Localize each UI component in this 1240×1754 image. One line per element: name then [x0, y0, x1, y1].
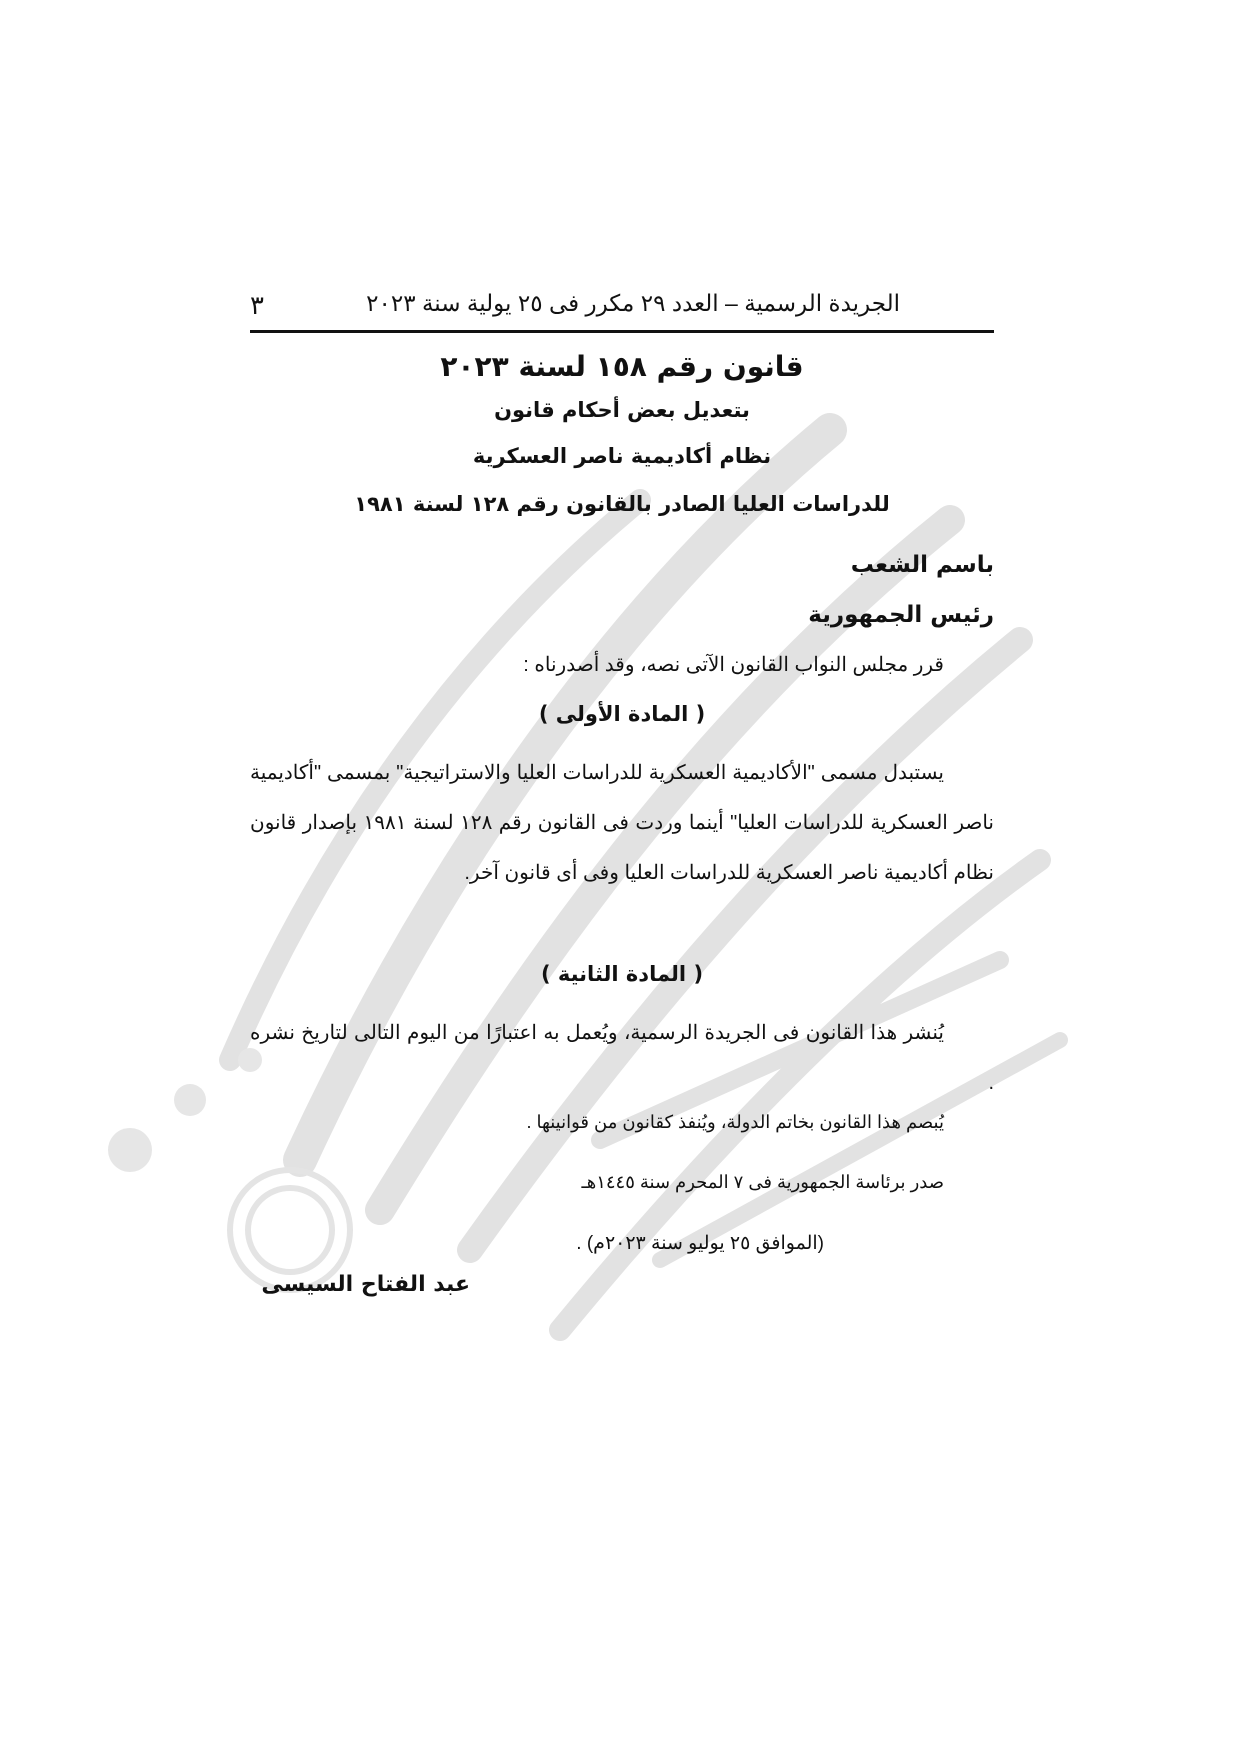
header-divider	[250, 330, 994, 333]
law-subtitle-3: للدراسات العليا الصادر بالقانون رقم ١٢٨ لسنة ١٩٨١	[354, 492, 890, 516]
preamble-intro: قرر مجلس النواب القانون الآتى نصه، وقد أصدرناه :	[523, 654, 944, 676]
gazette-header-title: الجريدة الرسمية – العدد ٢٩ مكرر فى ٢٥ يولية سنة ٢٠٢٣	[366, 290, 900, 316]
law-subtitle-1: بتعديل بعض أحكام قانون	[494, 398, 750, 422]
article-1-heading: ( المادة الأولى )	[538, 702, 706, 726]
preamble-people: باسم الشعب	[850, 552, 994, 578]
article-1-text: يستبدل مسمى "الأكاديمية العسكرية للدراسات العليا والاستراتيجية" بمسمى "أكاديمية ناصر العسكرية للدراسات العليا" أينما وردت فى القانون رقم ١٢٨ لسنة ١٩٨١ بإصدار قانون نظام أكاديمية ناصر العسكرية للدراسات العليا وفى أى قانون آخر.	[250, 762, 994, 884]
preamble-president: رئيس الجمهورية	[808, 602, 994, 628]
corresponding-date: (الموافق ٢٥ يوليو سنة ٢٠٢٣م) .	[576, 1233, 824, 1254]
law-title: قانون رقم ١٥٨ لسنة ٢٠٢٣	[440, 350, 804, 383]
law-subtitle-2: نظام أكاديمية ناصر العسكرية	[472, 444, 772, 468]
article-2-heading: ( المادة الثانية )	[540, 962, 704, 986]
president-signature: عبد الفتاح السيسى	[261, 1272, 470, 1297]
issued-date: صدر برئاسة الجمهورية فى ٧ المحرم سنة ١٤٤٥هـ	[581, 1172, 944, 1192]
page-number: ٣	[250, 290, 264, 320]
article-2-text: يُنشر هذا القانون فى الجريدة الرسمية، ويُعمل به اعتبارًا من اليوم التالى لتاريخ نشره .	[250, 1022, 994, 1094]
seal-statement: يُبصم هذا القانون بخاتم الدولة، ويُنفذ كقانون من قوانينها .	[526, 1112, 944, 1132]
